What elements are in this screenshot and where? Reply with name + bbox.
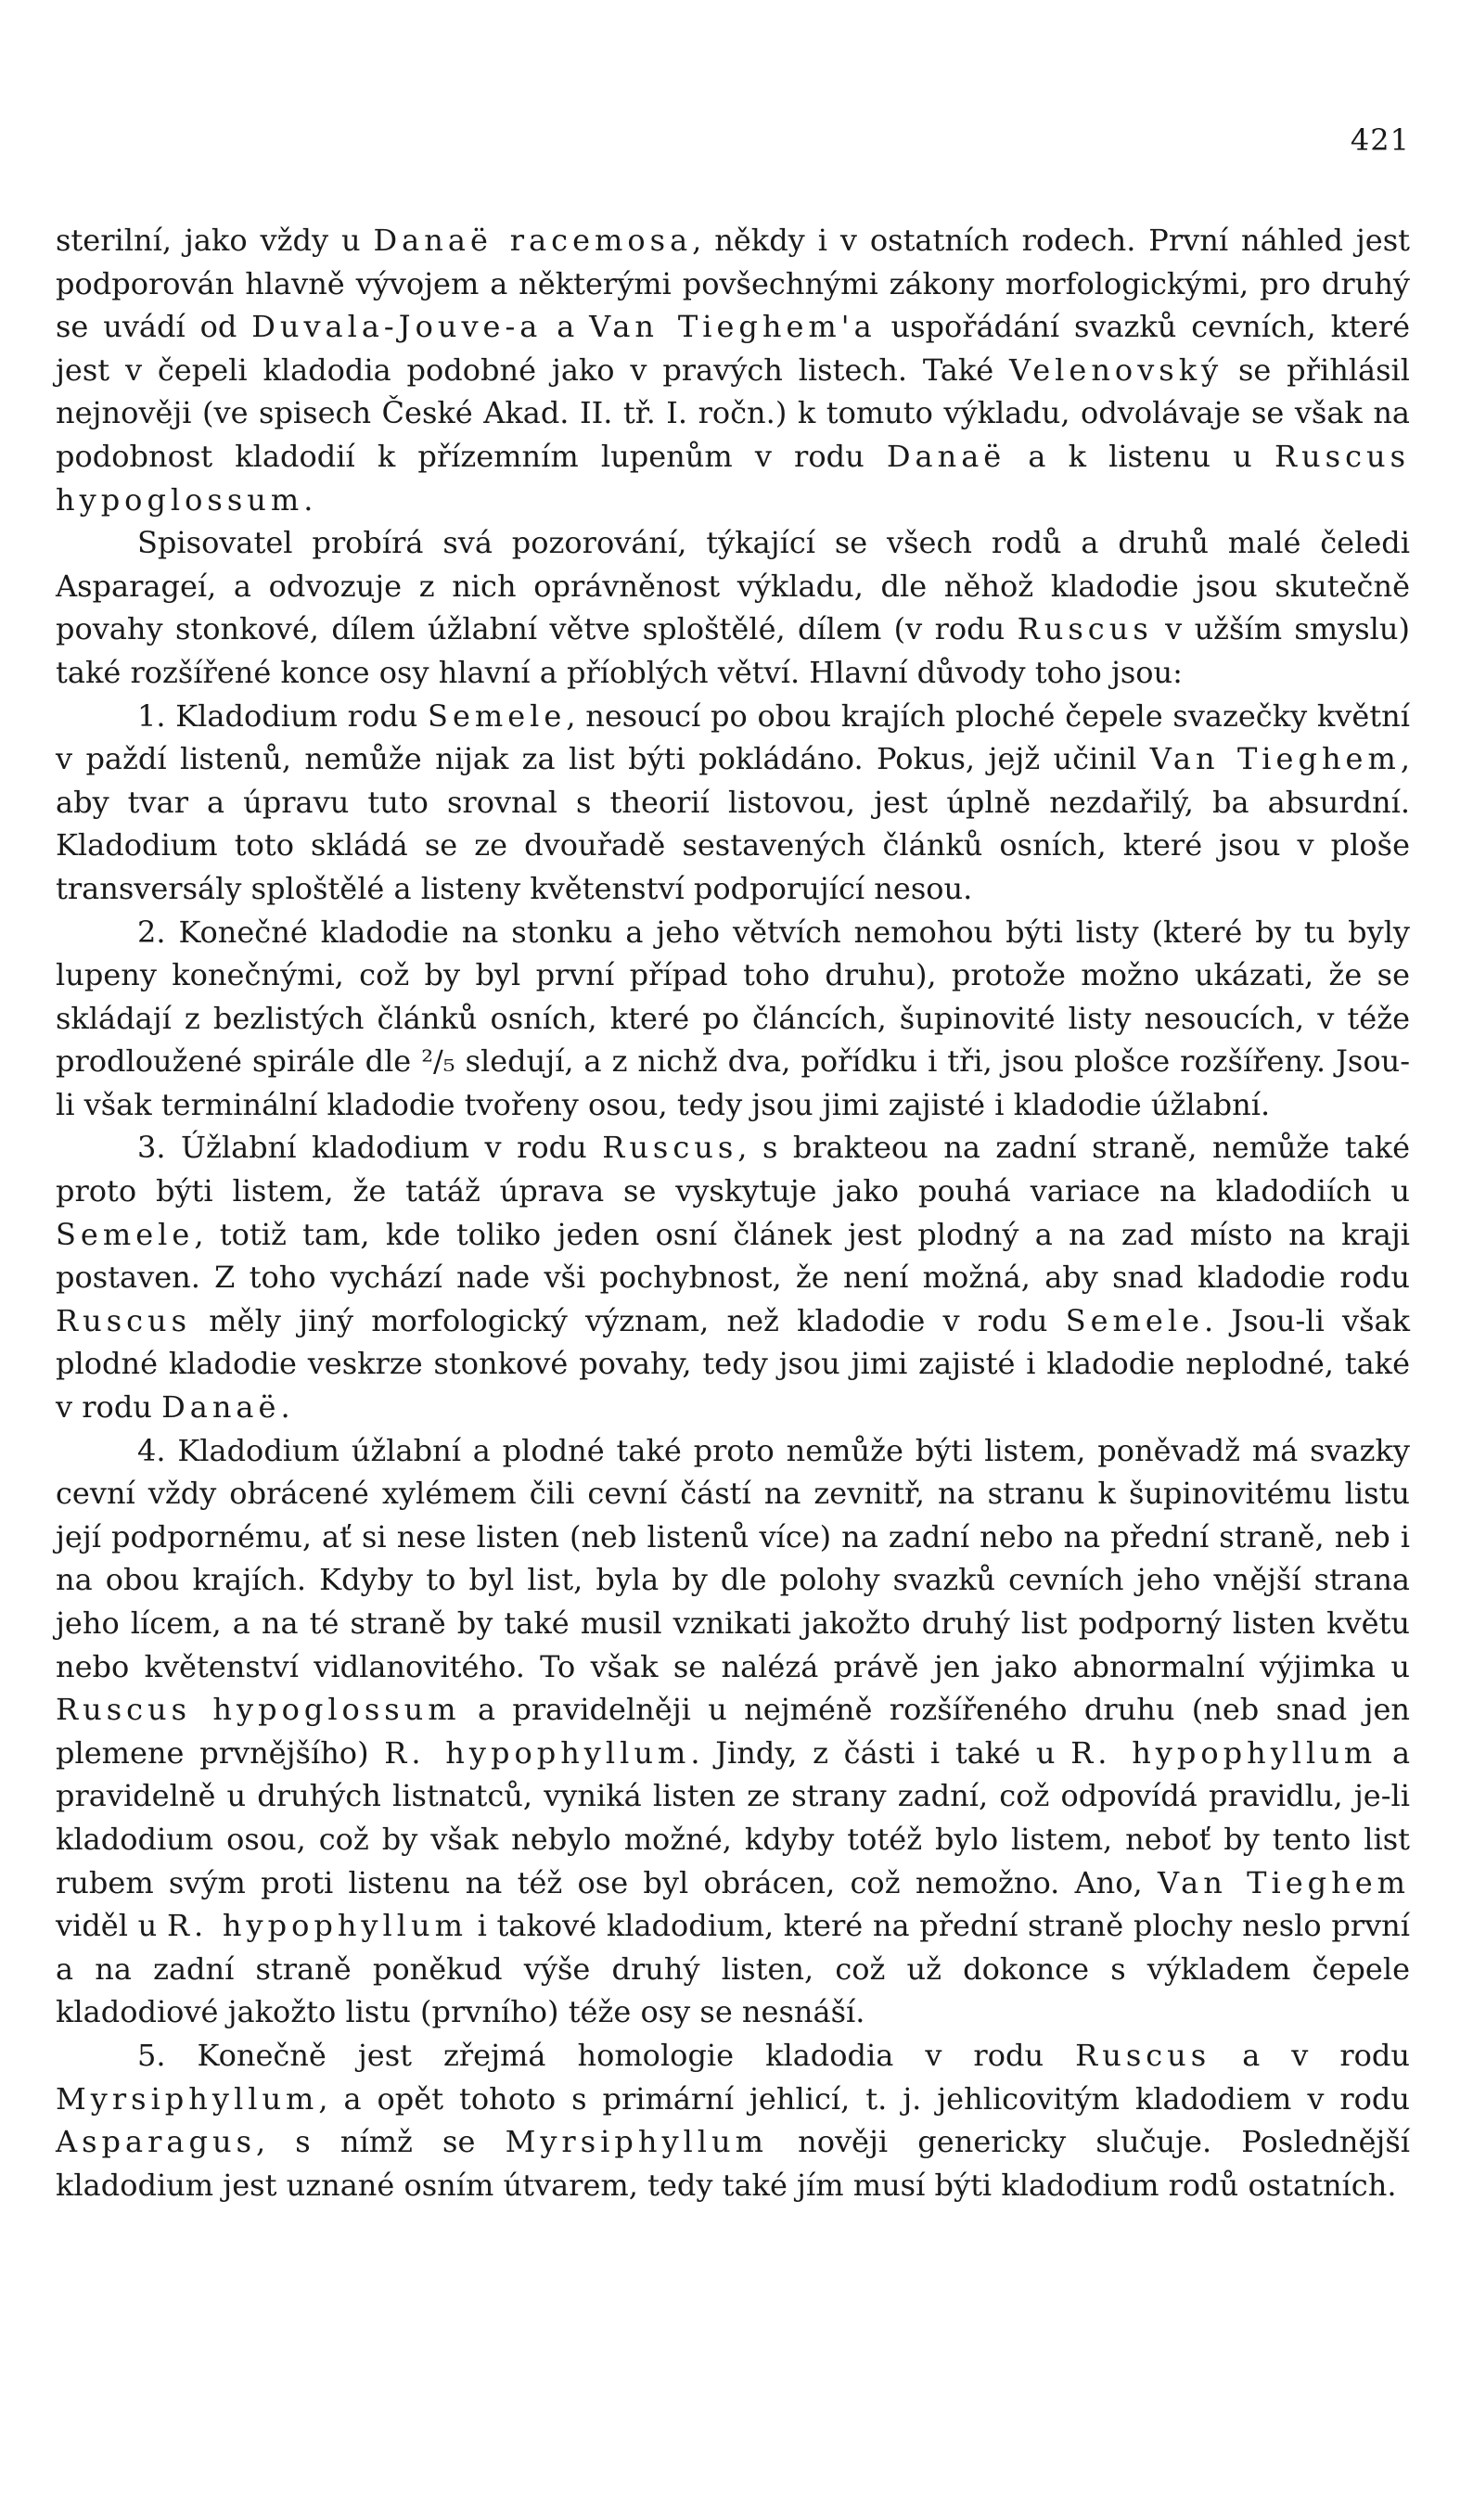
paragraph-continuation: sterilní, jako vždy u Danaë racemosa, někdy i v ostatních rodech. První náhled jest podporován hlavně vývojem a některými povšechnými zákony morfologickými, pro druhý se uvádí od Duvala-Jouve-a a Van Tieghem'a uspořádání svazků cevních, které jest v čepeli kladodia podobné jako v pravých listech. Také Velenovský se přihlásil nejnověji (ve spisech České Akad. II. tř. I. ročn.) k tomuto výkladu, odvolávaje se však na podobnost kladodií k přízemním lupenům v rodu Danaë a k listenu u Ruscus hypoglossum. bbox=[56, 223, 1411, 518]
paragraph-point-1: 1. Kladodium rodu Semele, nesoucí po obou krajích ploché čepele svazečky květní v paždí listenů, nemůže nijak za list býti pokládáno. Pokus, jejž učinil Van Tieghem, aby tvar a úpravu tuto srovnal s theorií listovou, jest úplně nezdařilý, ba absurdní. Kladodium toto skládá se ze dvouřadě sestavených článků osních, které jsou v ploše transversály sploštělé a listeny květenství podporující nesou. bbox=[56, 697, 1411, 906]
paragraph-point-3: 3. Úžlabní kladodium v rodu Ruscus, s brakteou na zadní straně, nemůže také proto býti listem, že tatáž úprava se vyskytuje jako pouhá variace na kladodiích u Semele, totiž tam, kde toliko jeden osní článek jest plodný a na zad místo na kraji postaven. Z toho vychází nade vši pochybnost, že není možná, aby snad kladodie rodu Ruscus měly jiný morfologický význam, než kladodie v rodu Semele. Jsou-li však plodné kladodie veskrze stonkové povahy, tedy jsou jimi zajisté i kladodie neplodné, také v rodu Danaë. bbox=[56, 1130, 1411, 1426]
document-page bbox=[56, 0, 1410, 2520]
page-number: 421 bbox=[1350, 122, 1410, 158]
body-text bbox=[56, 219, 1410, 2207]
paragraph-point-5: 5. Konečně jest zřejmá homologie kladodia v rodu Ruscus a v rodu Myrsiphyllum, a opět tohoto s primární jehlicí, t. j. jehlicovitým kladodiem v rodu Asparagus, s nímž se Myrsiphyllum nověji genericky slučuje. Poslednější kladodium jest uznané osním útvarem, tedy také jím musí býti kladodium rodů ostatních. bbox=[56, 2037, 1411, 2203]
paragraph-point-2: 2. Konečné kladodie na stonku a jeho větvích nemohou býti listy (které by tu byly lupeny konečnými, což by byl první případ toho druhu), protože možno ukázati, že se skládají z bezlistých článků osních, které po článcích, šupinovité listy nesoucích, v téže prodloužené spirále dle ²/₅ sledují, a z nichž dva, pořídku i tři, jsou plošce rozšířeny. Jsou-li však terminální kladodie tvořeny osou, tedy jsou jimi zajisté i kladodie úžlabní. bbox=[56, 914, 1410, 1122]
paragraph-point-4: 4. Kladodium úžlabní a plodné také proto nemůže býti listem, poněvadž má svazky cevní vždy obrácené xylémem čili cevní částí na zevnitř, na stranu k šupinovitému listu její podpornému, ať si nese listen (neb listenů více) na zadní nebo na přední straně, neb i na obou krajích. Kdyby to byl list, byla by dle polohy svazků cevních jeho vnější strana jeho lícem, a na té straně by také musil vznikati jakožto druhý list podporný listen květu nebo květenství vidlanovitého. To však se nalézá právě jen jako abnormalní výjimka u Ruscus hypoglossum a pravidelněji u nejméně rozšířeného druhu (neb snad jen plemene prvnějšího) R. hypophyllum. Jindy, z části i také u R. hypophyllum a pravidelně u druhých listnatců, vyniká listen ze strany zadní, což odpovídá pravidlu, je-li kladodium osou, což by však nebylo možné, kdyby totéž bylo listem, neboť by tento list rubem svým proti listenu na též ose byl obrácen, což nemožno. Ano, Van Tieghem viděl u R. hypophyllum i takové kladodium, které na přední straně plochy neslo první a na zadní straně poněkud výše druhý listen, což už dokonce s výkladem čepele kladodiové jakožto listu (prvního) téže osy se nesnáší. bbox=[56, 1432, 1411, 2030]
paragraph-intro-author: Spisovatel probírá svá pozorování, týkající se všech rodů a druhů malé čeledi Asparageí, a odvozuje z nich oprávněnost výkladu, dle něhož kladodie jsou skutečně povahy stonkové, dílem úžlabní větve sploštělé, dílem (v rodu Ruscus v užším smyslu) také rozšířené konce osy hlavní a příoblých větví. Hlavní důvody toho jsou: bbox=[56, 525, 1411, 690]
